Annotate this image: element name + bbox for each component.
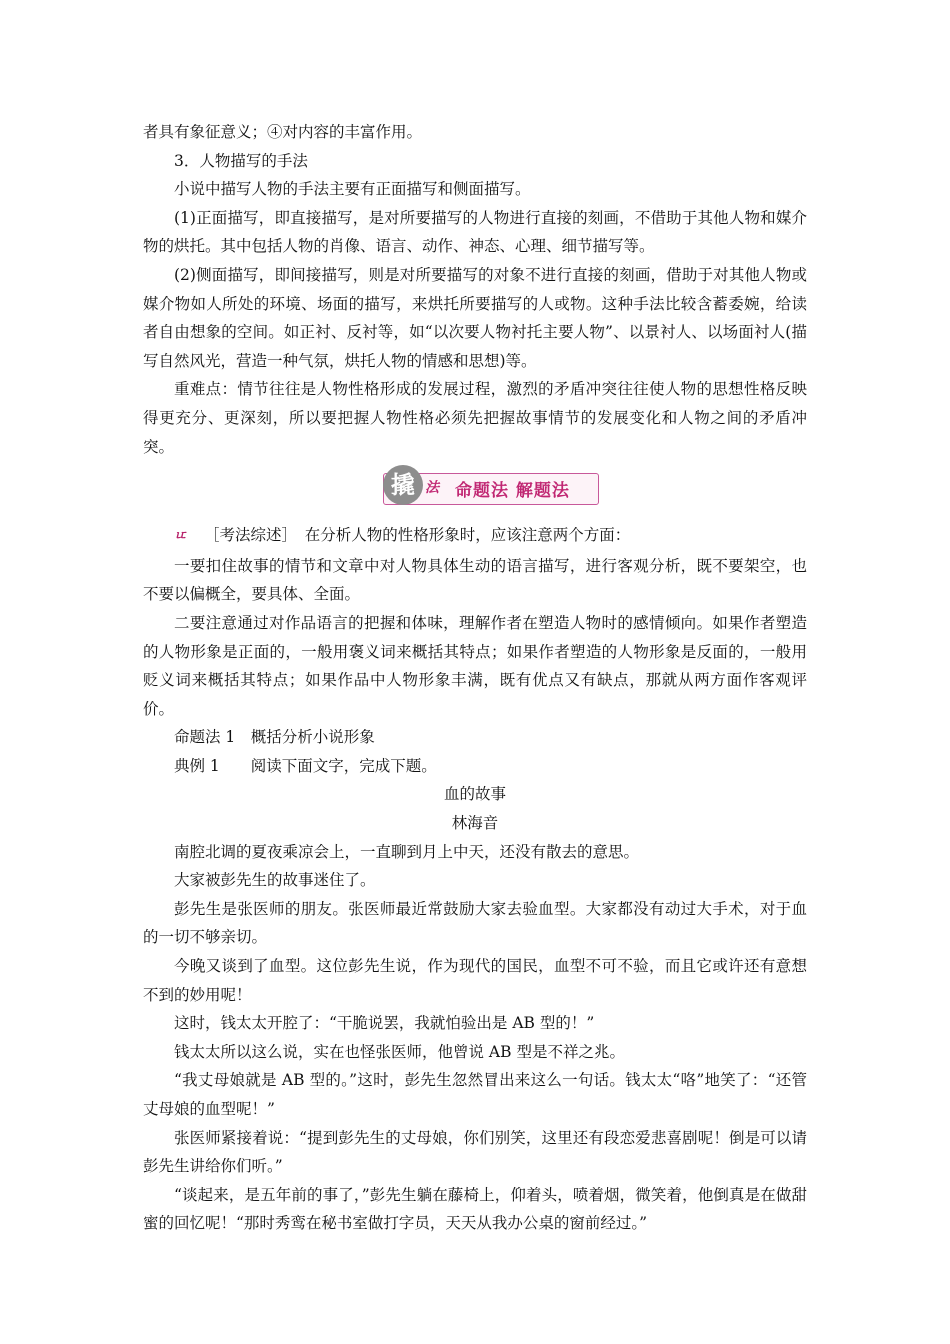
story-paragraph: 张医师紧接着说：“提到彭先生的丈母娘，你们别笑，这里还有段恋爱悲喜剧呢！倒是可以请彭先生讲给你们听。” <box>143 1128 807 1176</box>
story-paragraph: “谈起来，是五年前的事了，”彭先生躺在藤椅上，仰着头，喷着烟，微笑着，他倒真是在做甜蜜的回忆呢！“那时秀鸾在秘书室做打字员，天天从我办公桌的窗前经过。” <box>143 1185 807 1233</box>
overview-text: ［考法综述］ 在分析人物的性格形象时，应该注意两个方面： <box>204 526 631 545</box>
story-title: 血的故事 <box>443 785 506 804</box>
story-paragraph: 这时，钱太太开腔了：“干脆说罢，我就怕验出是 AB 型的！” <box>174 1014 595 1033</box>
method-section <box>143 552 807 781</box>
story-paragraph: 南腔北调的夏夜乘凉会上，一直聊到月上中天，还没有散去的意思。 <box>174 842 640 861</box>
story-paragraph: 彭先生是张医师的朋友。张医师最近常鼓励大家去验血型。大家都没有动过大手术，对于血的一切不够亲切。 <box>143 899 807 947</box>
story-paragraph: “我丈母娘就是 AB 型的。”这时，彭先生忽然冒出来这么一句话。钱太太“咯”地笑了：“还管丈母娘的血型呢！” <box>143 1071 807 1118</box>
paragraph: 一要扣住故事的情节和文章中对人物具体生动的语言描写，进行客观分析，既不要架空，也不要以偏概全，要具体、全面。 <box>143 556 807 604</box>
story-paragraph: 今晚又谈到了血型。这位彭先生说，作为现代的国民，血型不可不验，而且它或许还有意想不到的妙用呢！ <box>143 957 807 1004</box>
paragraph: 者具有象征意义；④对内容的丰富作用。 <box>143 123 423 141</box>
overview-paragraph <box>143 521 807 552</box>
story-paragraph: 大家被彭先生的故事迷住了。 <box>174 871 376 890</box>
method-heading: 命题法 1 概括分析小说形象 <box>174 728 375 747</box>
intro-section <box>143 118 807 461</box>
overview-tag-icon: ㅦ <box>174 529 187 545</box>
banner-badge-icon: 撬 <box>383 465 423 505</box>
paragraph: 小说中描写人物的手法主要有正面描写和侧面描写。 <box>174 180 531 199</box>
paragraph: (2)侧面描写，即间接描写，则是对所要描写的对象不进行直接的刻画，借助于对其他人物或媒介物如人所处的环境、场面的描写，来烘托所要描写的人或物。这种手法比较含蓄委婉，给读者自由想象的空间。如正衬、反衬等，如“以次要人物衬托主要人物”、以景衬人、以场面衬人(描写自然风光，营造一种气氛，烘托人物的情感和思想)等。 <box>143 265 807 370</box>
story-paragraph: 钱太太所以这么说，实在也怪张医师，他曾说 AB 型是不祥之兆。 <box>174 1042 625 1061</box>
document-page <box>143 118 807 1238</box>
banner-small-text: 法 <box>425 480 439 497</box>
story-author: 林海音 <box>451 814 499 833</box>
paragraph: 重难点：情节往往是人物性格形成的发展过程，激烈的矛盾冲突往往使人物的思想性格反映得更充分、更深刻，所以要把握人物性格必须先把握故事情节的发展变化和人物之间的矛盾冲突。 <box>143 380 807 456</box>
section-heading: 3．人物描写的手法 <box>174 151 308 170</box>
paragraph: (1)正面描写，即直接描写，是对所要描写的人物进行直接的刻画，不借助于其他人物和媒介物的烘托。其中包括人物的肖像、语言、动作、神态、心理、细节描写等。 <box>143 208 807 256</box>
paragraph: 二要注意通过对作品语言的把握和体味，理解作者在塑造人物时的感情倾向。如果作者塑造的人物形象是正面的，一般用褒义词来概括其特点；如果作者塑造的人物形象是反面的，一般用贬义词来概括其特点；如果作品中人物形象丰满，既有优点又有缺点，那就从两方面作客观评价。 <box>143 613 807 718</box>
banner-title: 命题法 解题法 <box>455 481 570 502</box>
section-banner <box>143 465 807 517</box>
example-heading: 典例 1 阅读下面文字，完成下题。 <box>174 756 437 775</box>
story-body <box>143 838 807 1238</box>
